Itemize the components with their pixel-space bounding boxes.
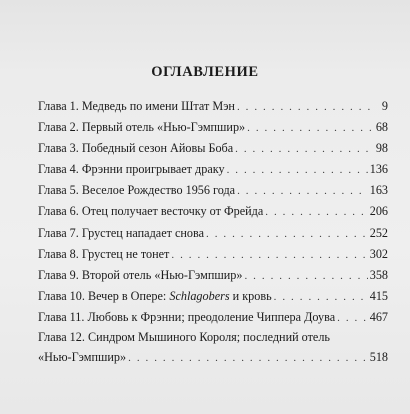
- dot-leader: [237, 181, 368, 202]
- chapter-label: Глава 1. Медведь по имени Штат Мэн: [38, 99, 235, 113]
- chapter-label: Глава 2. Первый отель «Нью-Гэмпшир»: [38, 120, 246, 135]
- dot-leader: [128, 348, 368, 369]
- dot-leader: [247, 118, 372, 139]
- chapter-label: Глава 6. Отец получает весточку от Фрейда: [38, 204, 264, 219]
- chapter-label: Глава 7. Грустец нападает снова: [38, 225, 204, 240]
- page-number: 252: [369, 225, 388, 240]
- toc-entry: [38, 201, 388, 222]
- chapter-label: Глава 9. Второй отель «Нью-Гэмпшир»: [38, 267, 243, 282]
- page-number: 163: [369, 183, 388, 198]
- page-number: 358: [369, 267, 388, 282]
- chapter-label: «Нью-Гэмпшир»: [38, 350, 127, 365]
- chapter-label-prefix: Глава 10. Вечер в Опере:: [38, 288, 170, 303]
- page-number: 467: [369, 309, 388, 324]
- page-number: 68: [375, 120, 388, 135]
- chapter-label: Глава 11. Любовь к Фрэнни; преодоление Чиппера Доува: [38, 309, 336, 324]
- toc-entry: [38, 244, 388, 265]
- chapter-label-suffix: и кровь: [229, 288, 272, 303]
- chapter-label-italic: Schlagobers: [169, 288, 230, 303]
- dot-leader: [274, 287, 368, 308]
- table-of-contents: [38, 96, 388, 368]
- dot-leader: [235, 139, 372, 160]
- page-number: 9: [381, 99, 388, 113]
- dot-leader: [337, 308, 368, 329]
- page-number: 98: [375, 141, 388, 156]
- dot-leader: [237, 97, 372, 118]
- chapter-label: Глава 5. Веселое Рождество 1956 года: [38, 183, 236, 198]
- dot-leader: [227, 160, 368, 181]
- toc-title: ОГЛАВЛЕНИЕ: [151, 64, 259, 80]
- page-number: 136: [369, 162, 388, 177]
- chapter-label: Глава 8. Грустец не тонет: [38, 246, 170, 261]
- page-number: 302: [369, 246, 388, 261]
- toc-entry: [38, 265, 388, 286]
- toc-entry: [38, 96, 388, 117]
- page-number: 518: [369, 350, 388, 365]
- toc-entry: [38, 223, 388, 244]
- toc-entry: [38, 180, 388, 201]
- chapter-label: Глава 3. Победный сезон Айовы Боба: [38, 141, 234, 156]
- page-number: 415: [369, 288, 388, 303]
- toc-entry: [38, 307, 388, 328]
- toc-entry: [38, 138, 388, 159]
- dot-leader: [171, 245, 367, 266]
- page-number: 206: [369, 204, 388, 219]
- toc-entry: [38, 286, 388, 307]
- toc-entry-continued: [38, 347, 388, 368]
- chapter-label: Глава 12. Синдром Мышиного Короля; последний отель: [38, 330, 330, 345]
- toc-entry: [38, 159, 388, 180]
- dot-leader: [244, 266, 367, 287]
- dot-leader: [265, 202, 367, 223]
- toc-entry: [38, 117, 388, 138]
- dot-leader: [206, 224, 368, 245]
- chapter-label: [38, 286, 272, 307]
- chapter-label: Глава 4. Фрэнни проигрывает драку: [38, 162, 225, 177]
- toc-entry: [38, 328, 388, 347]
